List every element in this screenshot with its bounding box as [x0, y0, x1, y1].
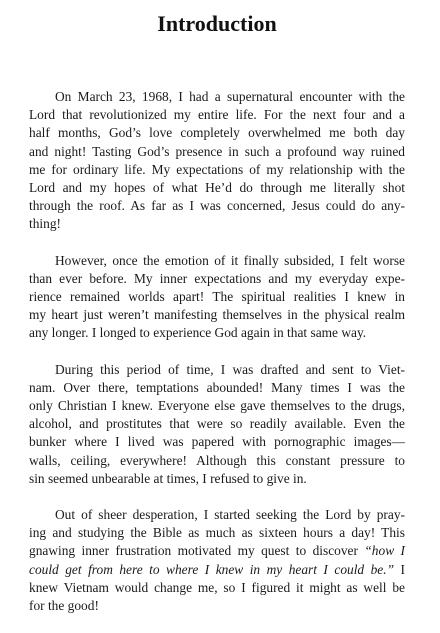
text-line: than ever before. My inner expectations and my everyday expe-: [29, 270, 405, 286]
text-line: and night! Tasting God’s presence in such a profound way ruined: [29, 143, 405, 159]
text-line: any longer. I longed to experience God again in that same way.: [29, 325, 367, 341]
paragraph-3: [29, 361, 405, 488]
text-line: Lord that revolutionized my entire life. For the next four and a: [29, 107, 405, 123]
text-line: On March 23, 1968, I had a supernatural encounter with the: [55, 89, 405, 104]
italic-fragment: “how I: [364, 543, 405, 559]
text-line: Lord and my hopes of what He’d do through me literally shot: [29, 180, 405, 196]
text-line: my heart just weren’t manifesting themselves in the physical realm: [29, 307, 405, 323]
italic-fragment: could get from here to where I knew in my heart I could be.”: [29, 561, 395, 577]
paragraph-2: [29, 252, 405, 343]
text-line: sin seemed unbearable at times, I refused to give in.: [29, 470, 307, 486]
text-line: alcohol, and prostitutes that were so readily available. Even the: [29, 416, 405, 432]
text-line: Out of sheer desperation, I started seeking the Lord by pray-: [55, 507, 405, 523]
text-line: rience remained worlds apart! The spiritual realities I knew in: [29, 289, 405, 305]
page-title: Introduction: [157, 11, 277, 36]
text-line: only Christian I knew. Everyone else gave themselves to the drugs,: [29, 398, 405, 414]
text-line: through the roof. As far as I was concerned, Jesus could do any-: [29, 198, 405, 214]
text-line: [29, 542, 405, 560]
text-line: for the good!: [29, 598, 99, 614]
text-line: During this period of time, I was drafted and sent to Viet-: [55, 361, 405, 377]
text-line: bunker where I lived was papered with pornographic images—: [29, 434, 405, 450]
text-line: knew Vietnam would change me, so I figured it might as well be: [29, 579, 405, 595]
text-line: ing and studying the Bible as much as sixteen hours a day! This: [29, 525, 405, 541]
text-line: nam. Over there, temptations abounded! Many times I was the: [29, 379, 405, 395]
paragraph-4: [29, 506, 405, 615]
body-text: [29, 88, 405, 615]
text-line: half months, God’s love completely overwhelmed me both day: [29, 125, 405, 141]
text-line: walls, ceiling, everywhere! Although this constant pressure to: [29, 452, 405, 468]
text-fragment: gnawing inner frustration motivated my quest to discover: [29, 543, 358, 559]
text-fragment: I: [394, 561, 406, 577]
text-line: However, once the emotion of it finally subsided, I felt worse: [55, 252, 405, 268]
page: [29, 10, 405, 633]
text-line: me for ordinary life. My expectations of my relationship with the: [29, 161, 405, 177]
text-line: [29, 561, 405, 579]
text-line: thing!: [29, 216, 61, 232]
paragraph-1: [29, 88, 405, 234]
